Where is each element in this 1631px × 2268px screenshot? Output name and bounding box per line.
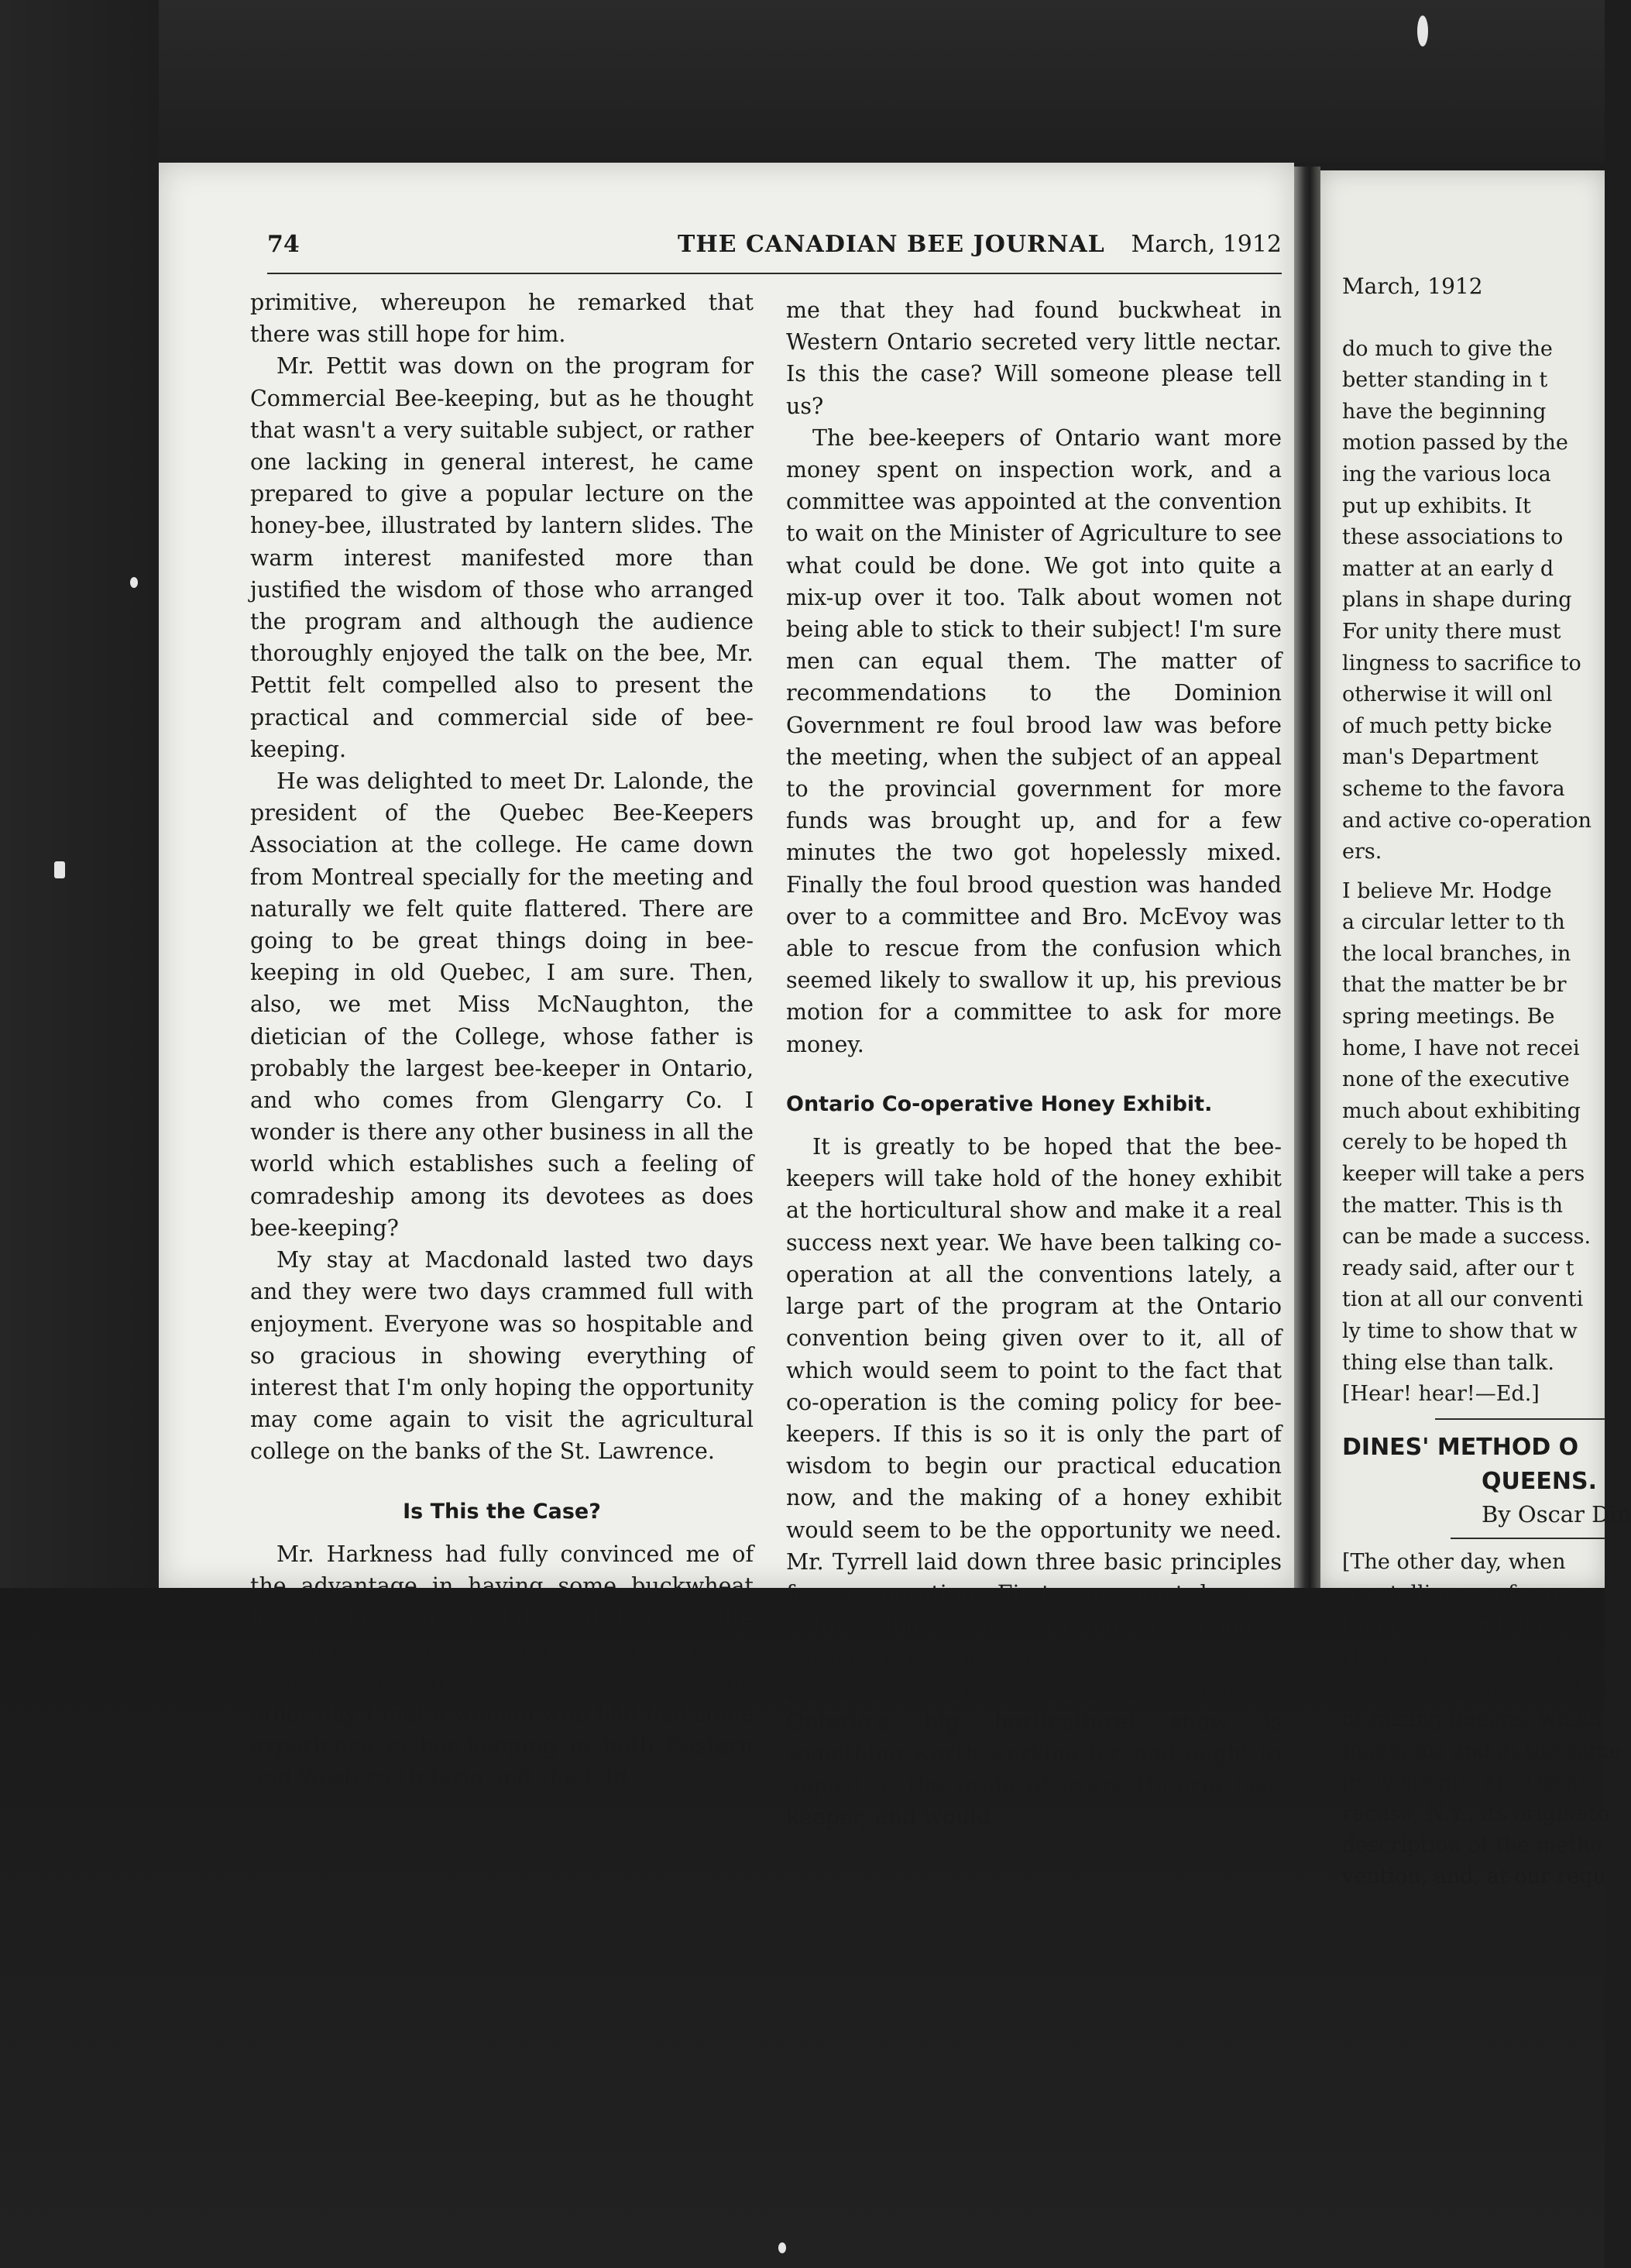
text-line: particularly interested in — [1342, 1675, 1608, 1700]
text-line: [The other day, when — [1342, 1550, 1566, 1575]
text-line: of raising queens, which — [1342, 1707, 1602, 1732]
text-line: cerely to be hoped th — [1342, 1130, 1568, 1155]
film-speck — [1417, 15, 1428, 46]
book-gutter — [1294, 167, 1320, 1588]
paragraph: He was delighted to meet Dr. Lalonde, the president of the Quebec Bee-Keepers Association at the college. He came down from Montreal specially for the meeting and naturally we felt quite flattered. There are going to be great things doing in bee-keeping in old Quebec, I am sure. Then, also, we met Miss McNaughton, the dietician of the College, whose father is probably the largest bee-keeper in Ontario, and who comes from Glengarry Co. I wonder is there any other business in all the world which establishes such a feeling of comradeship among its devotees as does bee-keeping? — [250, 768, 754, 1241]
facing-page-date: March, 1912 — [1342, 273, 1483, 299]
section-rule — [1435, 1418, 1605, 1420]
text-line: ing the various loca — [1342, 462, 1551, 486]
text-line: of much petty bicke — [1342, 713, 1553, 738]
text-line: matter at an early d — [1342, 556, 1554, 581]
paragraph: primitive, whereupon he remarked that there was still hope for him. — [250, 290, 754, 348]
text-line: plans in shape during — [1342, 588, 1572, 613]
text-line: spring meetings. Be — [1342, 1005, 1555, 1029]
facing-byline: By Oscar Din — [1482, 1500, 1631, 1527]
text-line: the local branches, in — [1342, 941, 1571, 966]
text-line: do much to give the — [1342, 336, 1553, 361]
facing-paragraph-b — [1342, 876, 1605, 1411]
text-line: ingly simple. Mr. Oscar — [1342, 1770, 1588, 1795]
text-line: QUEENS. — [1482, 1467, 1597, 1495]
text-line: New York State conven — [1342, 1644, 1590, 1669]
text-line: ers. — [1342, 840, 1382, 864]
text-line: home, I have not recei — [1342, 1036, 1580, 1060]
text-line: and active co-operation — [1342, 808, 1592, 833]
paragraph: The bee-keepers of Ontario want more money spent on inspection work, and a committee was appointed at the convention to wait on the Minister of Agriculture to see what could be done. We got into quite a mix-up over it too. Talk about women not being able to stick to their subject! I'm sure men can equal them. The matter of recommendations to the Dominion Government re foul brood law was before the meeting, when the subject of an appeal to the provincial government for more funds was brought up, and for a few minutes the two got hopelessly mixed. Finally the foul brood question was handed over to a committee and Bro. McEvoy was able to rescue from the confusion which seemed likely to swallow it up, his previous motion for a committee to ask for more money. — [786, 424, 1282, 1057]
film-speck — [130, 577, 138, 588]
text-line: none of the executive — [1342, 1067, 1570, 1092]
journal-title: THE CANADIAN BEE JOURNAL — [678, 231, 1105, 258]
film-speck — [778, 2242, 786, 2253]
paragraph: Mr. Harkness had fully convinced me of the advantage in having some buckwheat for the bees in the fall, and I was quite determined to bring what pressure I could to have some at home next year. But the other day I met a woman who had had some experience in bee-keeping in both Eastern and Western Ontario and she told — [250, 1541, 754, 1791]
text-line: lingness to sacrifice to — [1342, 651, 1581, 675]
text-line: can be made a success. — [1342, 1225, 1592, 1249]
section-heading: Is This the Case? — [403, 1499, 601, 1524]
facing-paragraph-c — [1342, 1547, 1622, 1893]
text-line: I believe Mr. Hodge — [1342, 878, 1552, 903]
text-line: better standing in t — [1342, 368, 1548, 393]
text-line: things said and done — [1342, 1613, 1563, 1637]
paragraph: me that they had found buckwheat in Western Ontario secreted very little nectar. Is this the case? Will someone please tell us? — [786, 297, 1282, 419]
text-line: thing else than talk. — [1342, 1350, 1554, 1375]
text-line: ready said, after our t — [1342, 1256, 1574, 1280]
paragraph: Mr. Pettit was down on the program for Commercial Bee-keeping, but as he thought that wasn't a very suitable subject, or rather one lacking in general interest, he came prepared to give a popular lecture on the honey-bee, illustrated by lantern slides. The warm interest manifested more than justified the wisdom of those who arranged the program and although the audience thoroughly enjoyed the talk on the bee, Mr. Pettit felt compelled also to present the practical and commercial side of bee-keeping. — [250, 353, 754, 762]
facing-paragraph-a — [1342, 334, 1605, 868]
text-line: ly time to show that w — [1342, 1319, 1578, 1343]
text-line: motion passed by the — [1342, 431, 1568, 455]
page-number: 74 — [267, 231, 300, 258]
text-line: that the matter be br — [1342, 973, 1567, 998]
text-line: much about exhibiting — [1342, 1098, 1581, 1123]
text-line: scheme to the favora — [1342, 776, 1565, 801]
text-line: [Hear! hear!—Ed.] — [1342, 1382, 1540, 1407]
text-line: racuse, N.Y., its originato — [1342, 1802, 1610, 1826]
right-text-column — [786, 294, 1282, 1833]
section-heading: Ontario Co-operative Honey Exhibit. — [786, 1091, 1213, 1116]
text-line: keeper will take a pers — [1342, 1162, 1585, 1187]
header-rule — [267, 273, 1282, 274]
byline-rule — [1451, 1538, 1605, 1539]
paragraph: My stay at Macdonald lasted two days and they were two days crammed full with enjoyment. Everyone was so hospitable and so gracious in showing everything of interest that I'm only hoping the opportunity may come again to visit the agricultural college on the banks of the St. Lawrence. — [250, 1247, 754, 1465]
text-line: DINES' METHOD O — [1342, 1433, 1579, 1461]
text-line: vention, and, at our requ — [1342, 1864, 1607, 1889]
text-line: the matter. This is th — [1342, 1193, 1564, 1218]
text-line: put up exhibits. It — [1342, 493, 1531, 518]
paragraph: It is greatly to be hoped that the bee-keepers will take hold of the honey exhibit at the horticultural show and make it a real success next year. We have been talking co-operation at all the conventions lately, a large part of the program at the Ontario convention being given over to it, all of which would seem to point to the fact that co-operation is the coming policy for bee-keepers. If this is so it is only the part of wisdom to begin our practical education now, and the making of a honey exhibit would seem to be the opportunity we need. Mr. Tyrrell laid down three basic principles for co-operation. First, you must have a definite object worth working for; second, a definite plan, and third, unity. Now, surely the making of a creditable exhibit at Ontario's big horticultural show is something worth working for, and ought to appeal to the pride of every Ontario bee-keeper, and would — [786, 1134, 1282, 1830]
text-line: ingenious and at the same — [1342, 1738, 1622, 1763]
text-line: For unity there must — [1342, 619, 1561, 644]
text-line: otherwise it will onl — [1342, 682, 1553, 707]
facing-page-fragment — [1320, 170, 1631, 1889]
text-line: have the beginning — [1342, 399, 1547, 424]
running-header — [267, 231, 1282, 270]
text-line: was telling us of some — [1342, 1581, 1578, 1606]
text-line: a circular letter to th — [1342, 910, 1565, 935]
issue-date: March, 1912 — [1131, 231, 1282, 258]
text-line: description of the metho — [1342, 1833, 1603, 1857]
film-speck — [54, 861, 65, 878]
journal-page — [159, 163, 1294, 1830]
left-text-column — [250, 287, 754, 1793]
text-line: these associations to — [1342, 525, 1564, 550]
facing-page-text — [1342, 271, 1631, 1893]
facing-article-title — [1342, 1431, 1605, 1499]
film-border-top — [0, 0, 1605, 163]
text-line: man's Department — [1342, 745, 1539, 770]
text-line: tion at all our conventi — [1342, 1287, 1584, 1312]
